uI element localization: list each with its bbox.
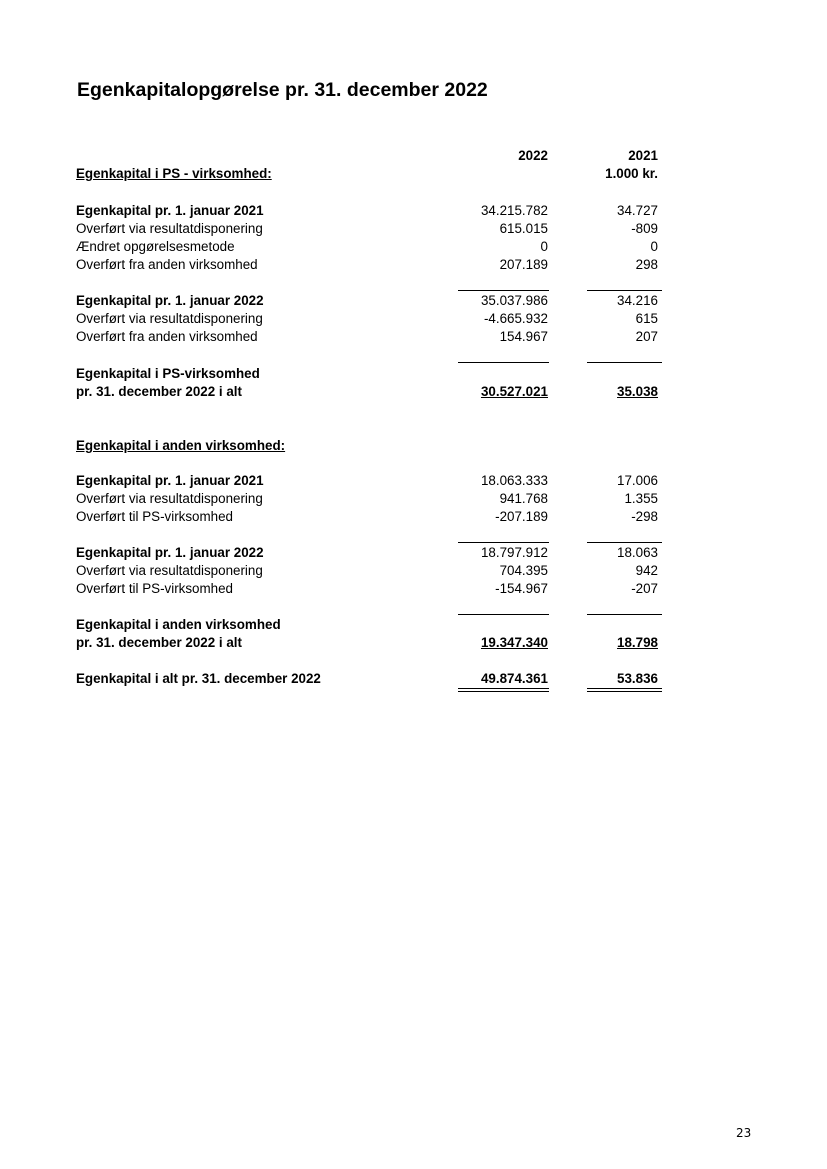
grand-total-value-2022: 49.874.361 <box>480 671 548 686</box>
ps-row-label: Overført fra anden virksomhed <box>76 257 258 272</box>
subtotal-line <box>587 542 662 543</box>
ps-row-value-2022: 34.215.782 <box>480 203 548 218</box>
other-row-value-2021: 17.006 <box>617 473 658 488</box>
ps-row-value-2021: 34.216 <box>617 293 658 308</box>
ps-total-label: Egenkapital i PS-virksomhed <box>76 366 260 381</box>
ps-row-value-2022: 207.189 <box>499 257 548 272</box>
column-header-2021: 2021 <box>628 148 658 163</box>
ps-row-value-2021: 207 <box>635 329 658 344</box>
other-row-value-2021: -207 <box>631 581 658 596</box>
other-row-value-2022: -207.189 <box>495 509 548 524</box>
other-row-label: Overført til PS-virksomhed <box>76 581 233 596</box>
ps-row-value-2021: 34.727 <box>617 203 658 218</box>
subtotal-line <box>458 362 549 363</box>
page-number: 23 <box>736 1126 752 1140</box>
ps-total-value-2021: 35.038 <box>617 384 658 399</box>
ps-row-label: Overført via resultatdisponering <box>76 311 263 326</box>
double-underline <box>587 688 662 689</box>
other-row-value-2021: 18.063 <box>617 545 658 560</box>
other-row-value-2022: 941.768 <box>499 491 548 506</box>
ps-row-value-2021: 0 <box>650 239 658 254</box>
column-header-2022: 2022 <box>518 148 548 163</box>
double-underline <box>458 691 549 692</box>
ps-row-value-2022: -4.665.932 <box>483 311 548 326</box>
ps-row-label: Overført fra anden virksomhed <box>76 329 258 344</box>
ps-total-label: pr. 31. december 2022 i alt <box>76 384 242 399</box>
ps-row-value-2022: 35.037.986 <box>480 293 548 308</box>
subtotal-line <box>458 290 549 291</box>
other-row-value-2021: -298 <box>631 509 658 524</box>
other-section-heading: Egenkapital i anden virksomhed: <box>76 438 286 453</box>
subtotal-line <box>458 614 549 615</box>
ps-row-value-2022: 0 <box>540 239 548 254</box>
other-total-label: Egenkapital i anden virksomhed <box>76 617 281 632</box>
column-unit-2021: 1.000 kr. <box>605 166 658 181</box>
double-underline <box>458 688 549 689</box>
grand-total-label: Egenkapital i alt pr. 31. december 2022 <box>76 671 321 686</box>
ps-row-value-2021: -809 <box>631 221 658 236</box>
double-underline <box>587 691 662 692</box>
subtotal-line <box>458 542 549 543</box>
ps-row-label: Ændret opgørelsesmetode <box>76 239 235 254</box>
subtotal-line <box>587 362 662 363</box>
other-row-value-2022: 18.063.333 <box>480 473 548 488</box>
other-row-label: Overført til PS-virksomhed <box>76 509 233 524</box>
ps-row-value-2021: 615 <box>635 311 658 326</box>
ps-row-value-2021: 298 <box>635 257 658 272</box>
other-row-label: Overført via resultatdisponering <box>76 491 263 506</box>
other-total-value-2022: 19.347.340 <box>480 635 548 650</box>
other-row-label: Overført via resultatdisponering <box>76 563 263 578</box>
other-row-value-2022: 18.797.912 <box>480 545 548 560</box>
other-row-value-2021: 1.355 <box>624 491 658 506</box>
other-total-label: pr. 31. december 2022 i alt <box>76 635 242 650</box>
other-row-label: Egenkapital pr. 1. januar 2021 <box>76 473 264 488</box>
other-row-value-2021: 942 <box>635 563 658 578</box>
other-row-value-2022: 704.395 <box>499 563 548 578</box>
subtotal-line <box>587 290 662 291</box>
subtotal-line <box>587 614 662 615</box>
other-total-value-2021: 18.798 <box>617 635 658 650</box>
other-row-label: Egenkapital pr. 1. januar 2022 <box>76 545 264 560</box>
ps-row-label: Egenkapital pr. 1. januar 2021 <box>76 203 264 218</box>
ps-row-label: Egenkapital pr. 1. januar 2022 <box>76 293 264 308</box>
ps-row-label: Overført via resultatdisponering <box>76 221 263 236</box>
ps-section-heading: Egenkapital i PS - virksomhed: <box>76 166 272 181</box>
grand-total-value-2021: 53.836 <box>617 671 658 686</box>
ps-total-value-2022: 30.527.021 <box>480 384 548 399</box>
other-row-value-2022: -154.967 <box>495 581 548 596</box>
page-title: Egenkapitalopgørelse pr. 31. december 2022 <box>77 79 488 101</box>
ps-row-value-2022: 154.967 <box>499 329 548 344</box>
ps-row-value-2022: 615.015 <box>499 221 548 236</box>
